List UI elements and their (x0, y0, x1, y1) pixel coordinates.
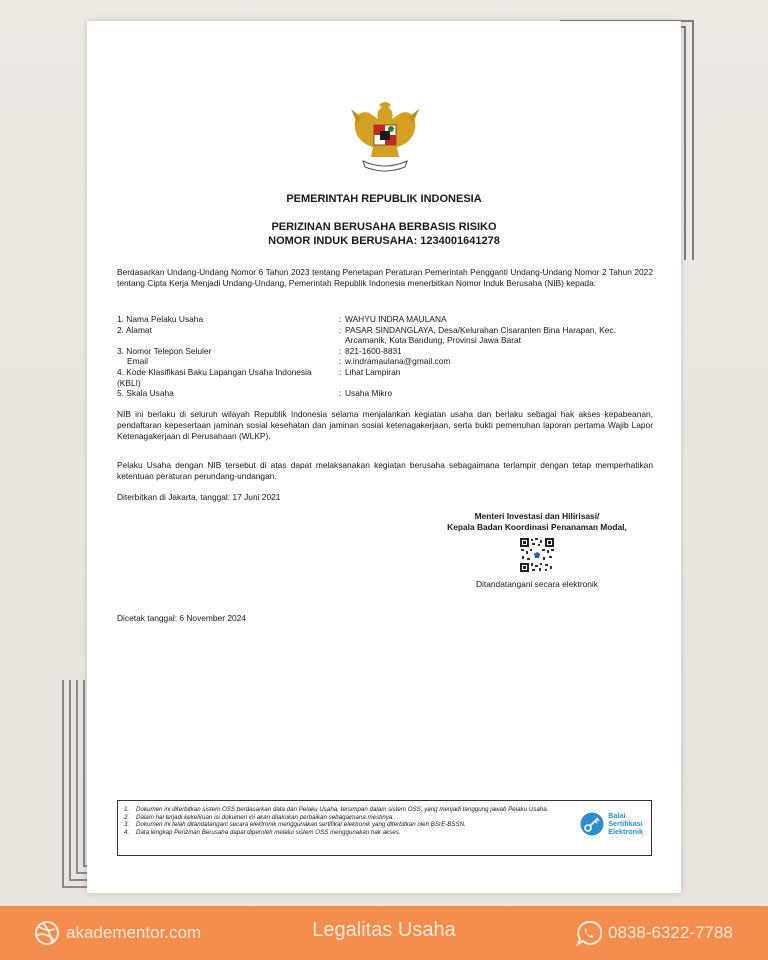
field-separator: : (339, 388, 342, 399)
field-separator: : (339, 345, 342, 356)
nib-certificate-document (87, 21, 681, 893)
qr-code-icon[interactable] (519, 537, 555, 573)
field-separator: : (339, 366, 342, 377)
obligation-paragraph: Pelaku Usaha dengan NIB tersebut di atas dapat melaksanakan kegiatan berusaha sebagaimana terlampir dengan tetap memperhatikan ketentuan peraturan perundang-undangan. (117, 460, 653, 482)
signature-block (427, 511, 647, 589)
footnote-item: 2. Dalam hal terjadi kekeliruan isi dokumen ini akan dilakukan perbaikan sebagaimana mestinya. (124, 813, 394, 821)
footnotes-box (117, 800, 652, 856)
document-title-line: PERIZINAN BERUSAHA BERBASIS RISIKO (271, 221, 497, 233)
field-value: WAHYU INDRA MAULANA (345, 314, 447, 324)
signatory-title: Menteri Investasi dan Hilirisasi/ (474, 511, 600, 521)
bsre-logo-text: Balai Sertifikasi Elektronik (608, 811, 643, 836)
issued-date: Diterbitkan di Jakarta, tanggal: 17 Juni 2021 (117, 492, 281, 502)
footnote-item: 4. Data lengkap Perizinan Berusaha dapat diperoleh melalui sistem OSS menggunakan hak akses. (124, 828, 401, 836)
whatsapp-contact[interactable] (576, 920, 733, 946)
garuda-pancasila-emblem-icon (349, 99, 421, 179)
field-label: 1. Nama Pelaku Usaha (117, 314, 204, 324)
field-row-phone (117, 346, 657, 357)
field-row-email (117, 356, 657, 367)
field-label: 5. Skala Usaha (117, 388, 174, 399)
promo-footer-bar (0, 906, 768, 960)
field-separator: : (339, 356, 342, 367)
footer-title: Legalitas Usaha (312, 919, 456, 941)
field-value: PASAR SINDANGLAYA, Desa/Kelurahan Cisaranten Bina Harapan, Kec. Arcamanik, Kota Bandung, Provinsi Jawa Barat (345, 324, 616, 346)
bsre-key-icon (580, 812, 604, 836)
field-separator: : (339, 314, 342, 324)
field-label: 3. Nomor Telepon Seluler (117, 345, 212, 356)
field-row-kbli (117, 367, 657, 388)
field-label: Email (127, 356, 148, 367)
electronic-signature-note: Ditandatangani secara elektronik (476, 579, 598, 589)
field-value: Lihat Lampiran (345, 366, 401, 377)
document-title (87, 220, 681, 248)
field-label: 2. Alamat (117, 324, 152, 335)
field-row-name (117, 314, 657, 325)
whatsapp-icon (576, 920, 602, 946)
validity-paragraph: NIB ini berlaku di seluruh wilayah Republik Indonesia selama menjalankan kegiatan usaha dan berlaku sebagai hak akses kepabeanan, pendaftaran kepesertaan jaminan sosial kesehatan dan jaminan sosial ketenagakerjaan, serta bukti pemenuhan laporan pertama Wajib Lapor Ketenagakerjaan di Perusahaan (WLKP). (117, 409, 653, 442)
field-value: Usaha Mikro (345, 388, 393, 399)
field-value: w.indramaulana@gmail.com (345, 356, 451, 367)
field-separator: : (339, 324, 342, 335)
field-value: 821-1600-8831 (345, 345, 402, 356)
footnote-item: 1. Dokumen ini diterbitkan sistem OSS berdasarkan data dari Pelaku Usaha, tersimpan dalam sistem OSS, yang menjadi tanggung jawab Pelaku Usaha. (124, 806, 549, 813)
website-text: akadementor.com (66, 923, 202, 942)
printed-date: Dicetak tanggal: 6 November 2024 (117, 613, 246, 623)
intro-paragraph: Berdasarkan Undang-Undang Nomor 6 Tahun 2023 tentang Penetapan Peraturan Pemerintah Pengganti Undang-Undang Nomor 2 Tahun 2022 tentang Cipta Kerja Menjadi Undang-Undang, Pemerintah Republik Indonesia menerbitkan Nomor Induk Berusaha (NIB) kepada: (117, 267, 653, 289)
business-details-list (117, 314, 657, 399)
field-label: 4. Kode Klasifikasi Baku Lapangan Usaha Indonesia (KBLI) (117, 366, 312, 388)
phone-number: 0838-6322-7788 (608, 923, 733, 942)
field-row-scale (117, 388, 657, 399)
field-row-address (117, 325, 657, 346)
footnote-item: 3. Dokumen ini telah ditandatangani secara elektronik menggunakan sertifikat elektronik yang diterbitkan oleh BSrE-BSSN. (124, 821, 466, 829)
signatory-title: Kepala Badan Koordinasi Penanaman Modal, (447, 522, 627, 532)
nib-number: NOMOR INDUK BERUSAHA: 1234001641278 (268, 235, 500, 247)
bsre-logo (580, 812, 643, 836)
government-heading: PEMERINTAH REPUBLIK INDONESIA (286, 193, 482, 205)
